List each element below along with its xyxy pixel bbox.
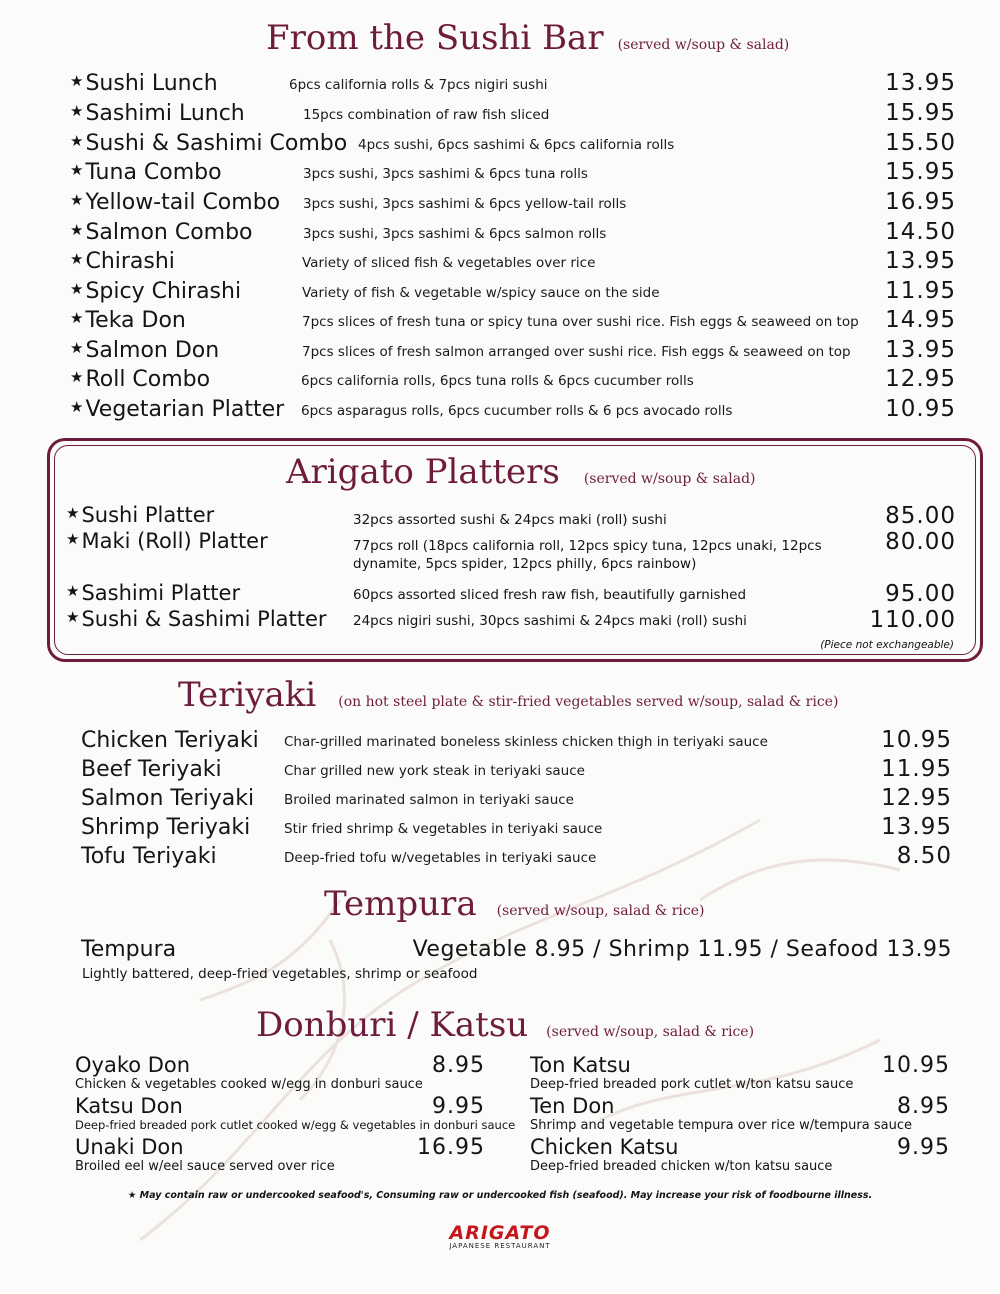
item-desc: 3pcs sushi, 3pcs sashimi & 6pcs yellow-tail rolls [303, 196, 627, 212]
item-desc: Variety of sliced fish & vegetables over rice [302, 255, 596, 271]
item-name: Ten Don [530, 1094, 615, 1118]
item-desc: 7pcs slices of fresh salmon arranged over sushi rice. Fish eggs & seaweed on top [302, 344, 851, 360]
item-name: Tofu Teriyaki [81, 844, 217, 869]
item-name: Roll Combo [85, 367, 211, 392]
item-name: Spicy Chirashi [85, 279, 242, 304]
restaurant-logo [0, 1222, 1000, 1250]
item-price: 12.95 [885, 366, 956, 392]
menu-item: ★Sushi & Sashimi Combo 4pcs sushi, 6pcs sashimi & 6pcs california rolls 15.50 [70, 130, 956, 156]
menu-item [0, 785, 1000, 813]
item-name: Unaki Don [75, 1135, 184, 1159]
item-desc: Char-grilled marinated boneless skinless chicken thigh in teriyaki sauce [284, 734, 768, 750]
menu-item: ★Spicy Chirashi Variety of fish & vegetable w/spicy sauce on the side 11.95 [70, 278, 956, 304]
item-price: 11.95 [881, 756, 952, 782]
menu-item [0, 843, 1000, 871]
item-price: 13.95 [885, 337, 956, 363]
item-name: Beef Teriyaki [81, 757, 222, 782]
platter-name: Maki (Roll) Platter [81, 529, 268, 553]
item-price: 10.95 [881, 727, 952, 753]
tempura-item [0, 936, 1000, 964]
item-desc: Deep-fried breaded chicken w/ton katsu sauce [530, 1159, 833, 1174]
platter-desc: 32pcs assorted sushi & 24pcs maki (roll) sushi [353, 512, 667, 528]
item-price: 13.95 [885, 70, 956, 96]
item-name: Sushi & Sashimi Combo [85, 131, 348, 156]
platter-desc: 60pcs assorted sliced fresh raw fish, beautifully garnished [353, 587, 747, 603]
item-name: Salmon Don [85, 338, 220, 363]
raw-food-disclaimer: ★ May contain raw or undercooked seafood's, Consuming raw or undercooked fish (seafood). May increase your risk of foodbourne illness. [127, 1190, 873, 1201]
item-name: Katsu Don [75, 1094, 183, 1118]
item-price: 8.95 [432, 1053, 485, 1078]
item-name: Vegetarian Platter [85, 397, 285, 422]
item-price: 9.95 [432, 1094, 485, 1119]
platters-title: Arigato Platters [286, 452, 560, 492]
menu-item [0, 814, 1000, 842]
item-desc: 15pcs combination of raw fish sliced [303, 107, 550, 123]
platter-price: 95.00 [885, 581, 956, 607]
item-desc: 6pcs california rolls, 6pcs tuna rolls & 6pcs cucumber rolls [301, 373, 694, 389]
item-name: Yellow-tail Combo [85, 190, 281, 215]
menu-item: ★Sashimi Lunch 15pcs combination of raw fish sliced 15.95 [70, 100, 956, 126]
item-desc: Shrimp and vegetable tempura over rice w/tempura sauce [530, 1118, 912, 1133]
platter-price: 80.00 [885, 529, 956, 555]
item-desc: 7pcs slices of fresh tuna or spicy tuna over sushi rice. Fish eggs & seaweed on top [302, 314, 859, 330]
menu-item: ★Salmon Combo 3pcs sushi, 3pcs sashimi & 6pcs salmon rolls 14.50 [70, 219, 956, 245]
platters-note: (served w/soup & salad) [583, 471, 756, 487]
logo-subtitle: JAPANESE RESTAURANT [449, 1242, 551, 1250]
platter-name: Sashimi Platter [81, 581, 241, 605]
item-price: 12.95 [881, 785, 952, 811]
menu-item: ★Salmon Don 7pcs slices of fresh salmon arranged over sushi rice. Fish eggs & seaweed on top 13.95 [70, 337, 956, 363]
item-desc: 3pcs sushi, 3pcs sashimi & 6pcs tuna rolls [303, 166, 588, 182]
platter-name: Sushi Platter [81, 503, 215, 527]
item-desc: 3pcs sushi, 3pcs sashimi & 6pcs salmon rolls [303, 226, 607, 242]
item-desc: Broiled marinated salmon in teriyaki sauce [284, 792, 574, 808]
menu-item: ★Chirashi Variety of sliced fish & vegetables over rice 13.95 [70, 248, 956, 274]
menu-item [0, 727, 1000, 755]
item-desc: 6pcs california rolls & 7pcs nigiri sushi [289, 77, 548, 93]
platter-price: 110.00 [869, 607, 956, 633]
item-desc: Broiled eel w/eel sauce served over rice [75, 1159, 335, 1174]
item-price: 16.95 [885, 189, 956, 215]
sushi-bar-title: From the Sushi Bar [266, 18, 604, 58]
item-name: Chicken Teriyaki [81, 728, 259, 753]
item-desc: Variety of fish & vegetable w/spicy sauce on the side [302, 285, 660, 301]
item-price: 8.95 [897, 1094, 950, 1119]
item-price: 9.95 [897, 1135, 950, 1160]
item-price: 13.95 [885, 248, 956, 274]
item-name: Shrimp Teriyaki [81, 815, 251, 840]
sushi-bar-header [266, 18, 789, 58]
menu-item: ★Yellow-tail Combo 3pcs sushi, 3pcs sashimi & 6pcs yellow-tail rolls 16.95 [70, 189, 956, 215]
item-desc: Char grilled new york steak in teriyaki sauce [284, 763, 585, 779]
item-name: Tuna Combo [85, 160, 222, 185]
item-name: Teka Don [85, 308, 186, 333]
item-price: 10.95 [885, 396, 956, 422]
platters-header [286, 452, 756, 492]
item-price: 16.95 [417, 1135, 485, 1160]
menu-item: ★Teka Don 7pcs slices of fresh tuna or spicy tuna over sushi rice. Fish eggs & seaweed on top 14.95 [70, 307, 956, 333]
item-name: Oyako Don [75, 1053, 191, 1077]
teriyaki-title: Teriyaki [178, 675, 317, 715]
item-name: Ton Katsu [530, 1053, 631, 1077]
platter-desc: 24pcs nigiri sushi, 30pcs sashimi & 24pcs maki (roll) sushi [353, 613, 747, 629]
donburi-header [256, 1005, 754, 1045]
item-desc: Deep-fried breaded pork cutlet w/ton katsu sauce [530, 1077, 854, 1092]
sushi-bar-note: (served w/soup & salad) [617, 37, 790, 53]
tempura-item-name: Tempura [81, 937, 177, 962]
tempura-title: Tempura [324, 884, 477, 924]
item-price: 15.95 [885, 159, 956, 185]
tempura-header [324, 884, 704, 924]
platter-name: Sushi & Sashimi Platter [81, 607, 327, 631]
item-price: 8.50 [896, 843, 952, 869]
tempura-note: (served w/soup, salad & rice) [496, 903, 705, 919]
item-name: Salmon Teriyaki [81, 786, 255, 811]
menu-item [0, 756, 1000, 784]
menu-item: ★Sushi Lunch 6pcs california rolls & 7pcs nigiri sushi 13.95 [70, 70, 956, 96]
platter-price: 85.00 [885, 503, 956, 529]
item-desc: Stir fried shrimp & vegetables in teriyaki sauce [284, 821, 603, 837]
teriyaki-note: (on hot steel plate & stir-fried vegetables served w/soup, salad & rice) [338, 694, 839, 710]
item-desc: 4pcs sushi, 6pcs sashimi & 6pcs california rolls [358, 137, 675, 153]
item-price: 14.95 [885, 307, 956, 333]
item-desc: 6pcs asparagus rolls, 6pcs cucumber rolls & 6 pcs avocado rolls [301, 403, 733, 419]
item-desc: Deep-fried tofu w/vegetables in teriyaki sauce [284, 850, 597, 866]
item-price: 11.95 [885, 278, 956, 304]
item-name: Chicken Katsu [530, 1135, 679, 1159]
item-price: 14.50 [885, 219, 956, 245]
platter-desc: 77pcs roll (18pcs california roll, 12pcs spicy tuna, 12pcs unaki, 12pcs dynamite, 5pcs spider, 12pcs philly, 6pcs rainbow) [353, 538, 822, 572]
item-name: Sashimi Lunch [85, 101, 245, 126]
item-price: 15.95 [885, 100, 956, 126]
item-price: 10.95 [882, 1053, 950, 1078]
item-name: Salmon Combo [85, 220, 253, 245]
donburi-title: Donburi / Katsu [256, 1005, 529, 1045]
item-name: Chirashi [85, 249, 175, 274]
platters-footnote: (Piece not exchangeable) [820, 639, 954, 651]
menu-item: ★Vegetarian Platter 6pcs asparagus rolls, 6pcs cucumber rolls & 6 pcs avocado rolls 10.95 [70, 396, 956, 422]
menu-item: ★Tuna Combo 3pcs sushi, 3pcs sashimi & 6pcs tuna rolls 15.95 [70, 159, 956, 185]
tempura-prices: Vegetable 8.95 / Shrimp 11.95 / Seafood 13.95 [412, 937, 952, 962]
logo-text: ARIGATO [449, 1222, 551, 1244]
teriyaki-header [178, 675, 838, 715]
item-price: 15.50 [885, 130, 956, 156]
item-desc: Deep-fried breaded pork cutlet cooked w/egg & vegetables in donburi sauce [75, 1118, 516, 1132]
menu-item: ★Roll Combo 6pcs california rolls, 6pcs tuna rolls & 6pcs cucumber rolls 12.95 [70, 366, 956, 392]
item-price: 13.95 [881, 814, 952, 840]
donburi-note: (served w/soup, salad & rice) [546, 1024, 755, 1040]
item-name: Sushi Lunch [85, 71, 218, 96]
item-desc: Chicken & vegetables cooked w/egg in donburi sauce [75, 1077, 423, 1092]
tempura-desc: Lightly battered, deep-fried vegetables, shrimp or seafood [82, 966, 478, 982]
